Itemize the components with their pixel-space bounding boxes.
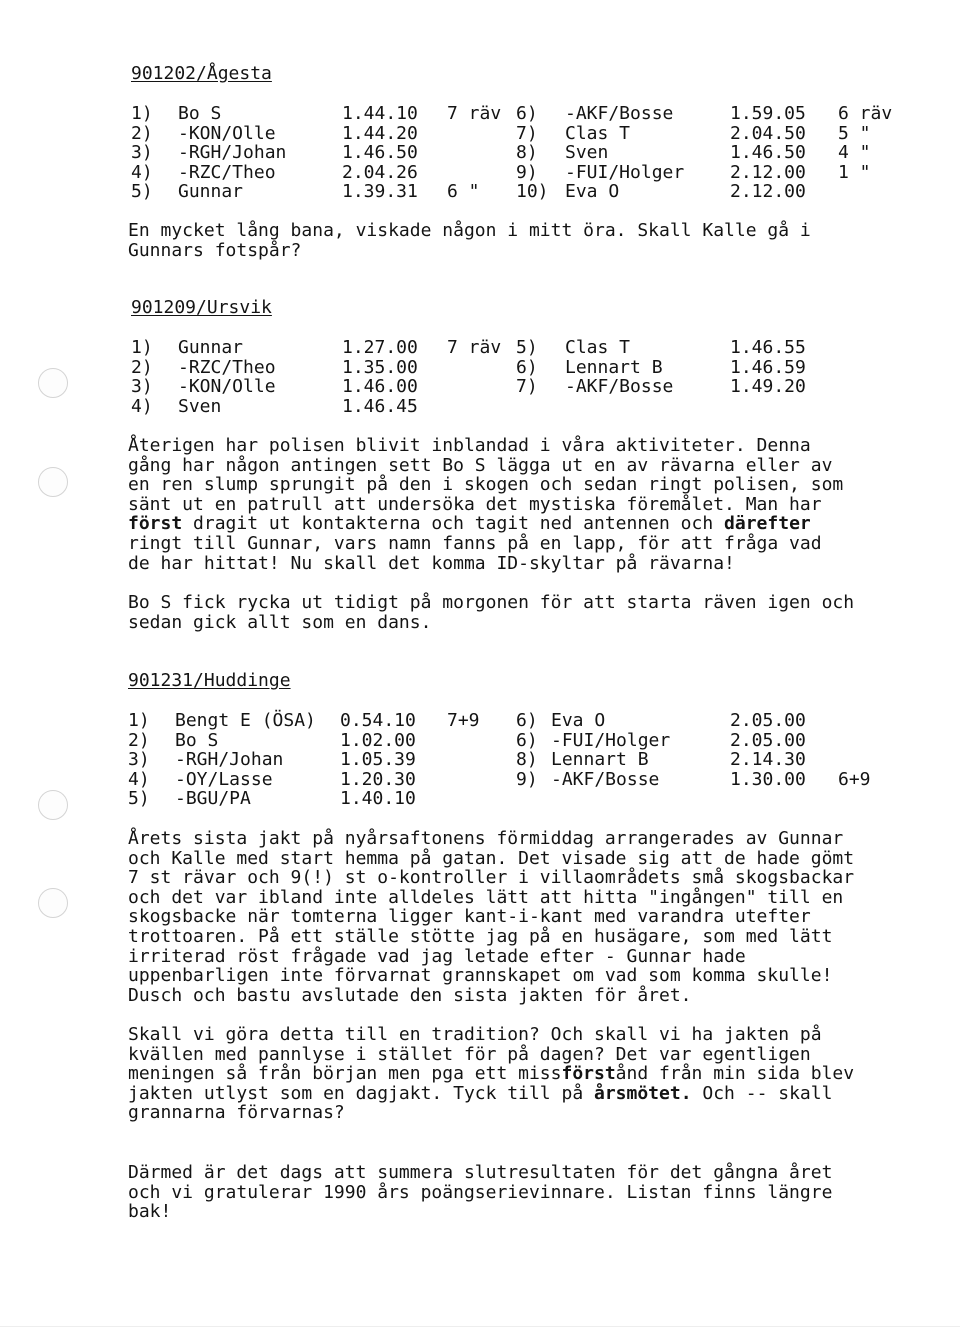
result-competitor-cell: -RGH/Johan	[175, 749, 284, 770]
result-time-cell: 2.12.00	[730, 181, 806, 202]
result-competitor-cell: -AKF/Bosse	[565, 376, 674, 397]
result-place-cell: 6)	[516, 103, 538, 124]
paragraph-line: Bo S fick rycka ut tidigt på morgonen för att starta räven igen och	[128, 592, 855, 613]
paragraph-line: Återigen har polisen blivit inblandad i våra aktiviteter. Denna	[128, 435, 811, 456]
paragraph-line: meningen så från början men pga ett missförstånd från min sida blev	[128, 1063, 855, 1085]
paragraph-line: jakten utlyst som en dagjakt. Tyck till på årsmötet. Och -- skall	[128, 1082, 833, 1104]
result-competitor-cell: -FUI/Holger	[551, 729, 671, 751]
result-time-cell: 1.39.31	[342, 181, 418, 202]
paragraph-line: Därmed är det dags att summera slutresultaten för det gångna året	[128, 1162, 833, 1183]
result-competitor-cell: -KON/Olle	[178, 122, 276, 144]
result-competitor-cell: Clas T	[565, 122, 631, 144]
result-place-cell: 1)	[128, 710, 150, 731]
result-competitor-cell: Sven	[565, 142, 609, 163]
paragraph-line: uppenbarligen inte förvarnat grannskapet om vad som komma skulle!	[128, 965, 833, 987]
result-time-cell: 2.04.50	[730, 122, 806, 144]
result-foxes-cell: 6+9	[838, 768, 871, 790]
section-heading: 901209/Ursvik	[131, 297, 272, 318]
result-foxes-cell: 7 räv	[447, 337, 502, 358]
result-competitor-cell: -AKF/Bosse	[565, 103, 674, 124]
paragraph-line: och vi gratulerar 1990 års poängserievinnare. Listan finns längre	[128, 1181, 833, 1203]
result-place-cell: 2)	[128, 729, 150, 751]
result-place-cell: 3)	[128, 749, 150, 770]
result-foxes-cell: 7+9	[447, 710, 480, 731]
paragraph-line: En mycket lång bana, viskade någon i mitt öra. Skall Kalle gå i	[128, 220, 811, 241]
paragraph-line: skogsbacke när tomterna ligger kant-i-kant med varandra utefter	[128, 906, 811, 928]
result-place-cell: 9)	[516, 161, 538, 183]
paragraph-line: kvällen med pannlyse i stället för på dagen? Det var egentligen	[128, 1043, 811, 1065]
result-competitor-cell: Lennart B	[551, 749, 649, 770]
paragraph-line: grannarna förvarnas?	[128, 1102, 345, 1124]
paragraph-line: sänt ut en patrull att undersöka det mystiska föremålet. Man har	[128, 493, 822, 515]
result-time-cell: 1.46.59	[730, 356, 806, 378]
result-foxes-cell: 1 "	[838, 161, 871, 183]
result-competitor-cell: -KON/Olle	[178, 376, 276, 397]
result-place-cell: 5)	[131, 181, 153, 202]
result-time-cell: 1.59.05	[730, 103, 806, 124]
result-place-cell: 5)	[516, 337, 538, 358]
report-paragraph	[128, 1163, 898, 1222]
result-time-cell: 1.27.00	[342, 337, 418, 358]
paragraph-line: först dragit ut kontakterna och tagit ned antennen och därefter	[128, 513, 811, 535]
paragraph-line: de har hittat! Nu skall det komma ID-skyltar på rävarna!	[128, 552, 735, 574]
paragraph-line: bak!	[128, 1201, 172, 1223]
result-place-cell: 2)	[131, 356, 153, 378]
paragraph-line: Årets sista jakt på nyårsaftonens förmiddag arrangerades av Gunnar	[128, 828, 844, 849]
result-time-cell: 1.46.45	[342, 395, 418, 417]
result-time-cell: 2.04.26	[342, 161, 418, 183]
result-competitor-cell: Gunnar	[178, 181, 244, 202]
result-place-cell: 4)	[128, 768, 150, 790]
result-place-cell: 2)	[131, 122, 153, 144]
paragraph-line: irriterad röst frågade vad jag letade efter - Gunnar hade	[128, 945, 746, 967]
result-competitor-cell: Eva O	[565, 181, 620, 202]
result-time-cell: 1.46.00	[342, 376, 418, 397]
result-place-cell: 8)	[516, 749, 538, 770]
paragraph-line: Dusch och bastu avslutade den sista jakten för året.	[128, 984, 692, 1006]
paragraph-line: trottoaren. På ett ställe stötte jag på en husägare, som med lätt	[128, 925, 833, 947]
result-time-cell: 1.49.20	[730, 376, 806, 397]
result-time-cell: 1.46.50	[342, 142, 418, 163]
result-time-cell: 1.05.39	[340, 749, 416, 770]
scan-edge-line	[0, 1326, 960, 1327]
result-competitor-cell: Bo S	[178, 103, 222, 124]
result-time-cell: 1.35.00	[342, 356, 418, 378]
result-time-cell: 1.20.30	[340, 768, 416, 790]
result-place-cell: 8)	[516, 142, 538, 163]
result-competitor-cell: Bengt E (ÖSA)	[175, 710, 316, 731]
punch-hole-mark	[38, 888, 68, 918]
paragraph-line: ringt till Gunnar, vars namn fanns på en lapp, för att fråga vad	[128, 532, 822, 554]
result-competitor-cell: Clas T	[565, 337, 631, 358]
paragraph-line: Skall vi göra detta till en tradition? Och skall vi ha jakten på	[128, 1024, 822, 1045]
result-competitor-cell: Lennart B	[565, 356, 663, 378]
result-foxes-cell: 4 "	[838, 142, 871, 163]
result-place-cell: 6)	[516, 710, 538, 731]
report-paragraph	[128, 1025, 898, 1123]
result-foxes-cell: 5 "	[838, 122, 871, 144]
result-competitor-cell: -OY/Lasse	[175, 768, 273, 790]
result-competitor-cell: Bo S	[175, 729, 219, 751]
result-time-cell: 1.46.50	[730, 142, 806, 163]
result-place-cell: 7)	[516, 376, 538, 397]
result-place-cell: 3)	[131, 376, 153, 397]
result-time-cell: 1.44.10	[342, 103, 418, 124]
result-competitor-cell: -RZC/Theo	[178, 356, 276, 378]
result-time-cell: 1.02.00	[340, 729, 416, 751]
result-time-cell: 2.05.00	[730, 729, 806, 751]
result-time-cell: 1.30.00	[730, 768, 806, 790]
result-competitor-cell: Sven	[178, 395, 222, 417]
result-place-cell: 10)	[516, 181, 549, 202]
result-competitor-cell: -AKF/Bosse	[551, 768, 660, 790]
result-place-cell: 3)	[131, 142, 153, 163]
paragraph-line: en ren slump sprungit på den i skogen och sedan ringt polisen, som	[128, 474, 844, 496]
punch-hole-mark	[38, 368, 68, 398]
result-competitor-cell: Eva O	[551, 710, 606, 731]
result-place-cell: 9)	[516, 768, 538, 790]
paragraph-line: gång har någon antingen sett Bo S lägga ut en av rävarna eller av	[128, 454, 833, 476]
result-competitor-cell: -RGH/Johan	[178, 142, 287, 163]
result-time-cell: 2.12.00	[730, 161, 806, 183]
result-foxes-cell: 7 räv	[447, 103, 502, 124]
section-heading: 901202/Ågesta	[131, 63, 272, 84]
result-place-cell: 4)	[131, 161, 153, 183]
result-place-cell: 7)	[516, 122, 538, 144]
result-place-cell: 1)	[131, 103, 153, 124]
result-competitor-cell: -RZC/Theo	[178, 161, 276, 183]
punch-hole-mark	[38, 467, 68, 497]
result-place-cell: 6)	[516, 356, 538, 378]
result-time-cell: 2.05.00	[730, 710, 806, 731]
result-time-cell: 0.54.10	[340, 710, 416, 731]
result-competitor-cell: -BGU/PA	[175, 788, 251, 809]
paragraph-line: Gunnars fotspår?	[128, 239, 302, 261]
punch-hole-mark	[38, 790, 68, 820]
result-competitor-cell: -FUI/Holger	[565, 161, 685, 183]
report-paragraph	[128, 829, 898, 1005]
result-foxes-cell: 6 räv	[838, 103, 893, 124]
result-time-cell: 1.44.20	[342, 122, 418, 144]
paragraph-line: 7 st rävar och 9(!) st o-kontroller i villaområdets små skogsbackar	[128, 867, 855, 889]
section-heading: 901231/Huddinge	[128, 670, 291, 691]
result-time-cell: 2.14.30	[730, 749, 806, 770]
paragraph-line: och Kalle med start hemma på gatan. Det visade sig att de hade gömt	[128, 847, 855, 869]
paragraph-line: och det var ibland inte alldeles lätt att hitta "ingången" till en	[128, 886, 844, 908]
result-time-cell: 1.46.55	[730, 337, 806, 358]
report-paragraph	[128, 593, 898, 632]
result-place-cell: 6)	[516, 729, 538, 751]
result-time-cell: 1.40.10	[340, 788, 416, 809]
paragraph-line: sedan gick allt som en dans.	[128, 611, 432, 633]
result-competitor-cell: Gunnar	[178, 337, 244, 358]
result-place-cell: 5)	[128, 788, 150, 809]
result-place-cell: 4)	[131, 395, 153, 417]
report-paragraph	[128, 436, 898, 573]
report-paragraph	[128, 221, 898, 260]
result-foxes-cell: 6 "	[447, 181, 480, 202]
result-place-cell: 1)	[131, 337, 153, 358]
